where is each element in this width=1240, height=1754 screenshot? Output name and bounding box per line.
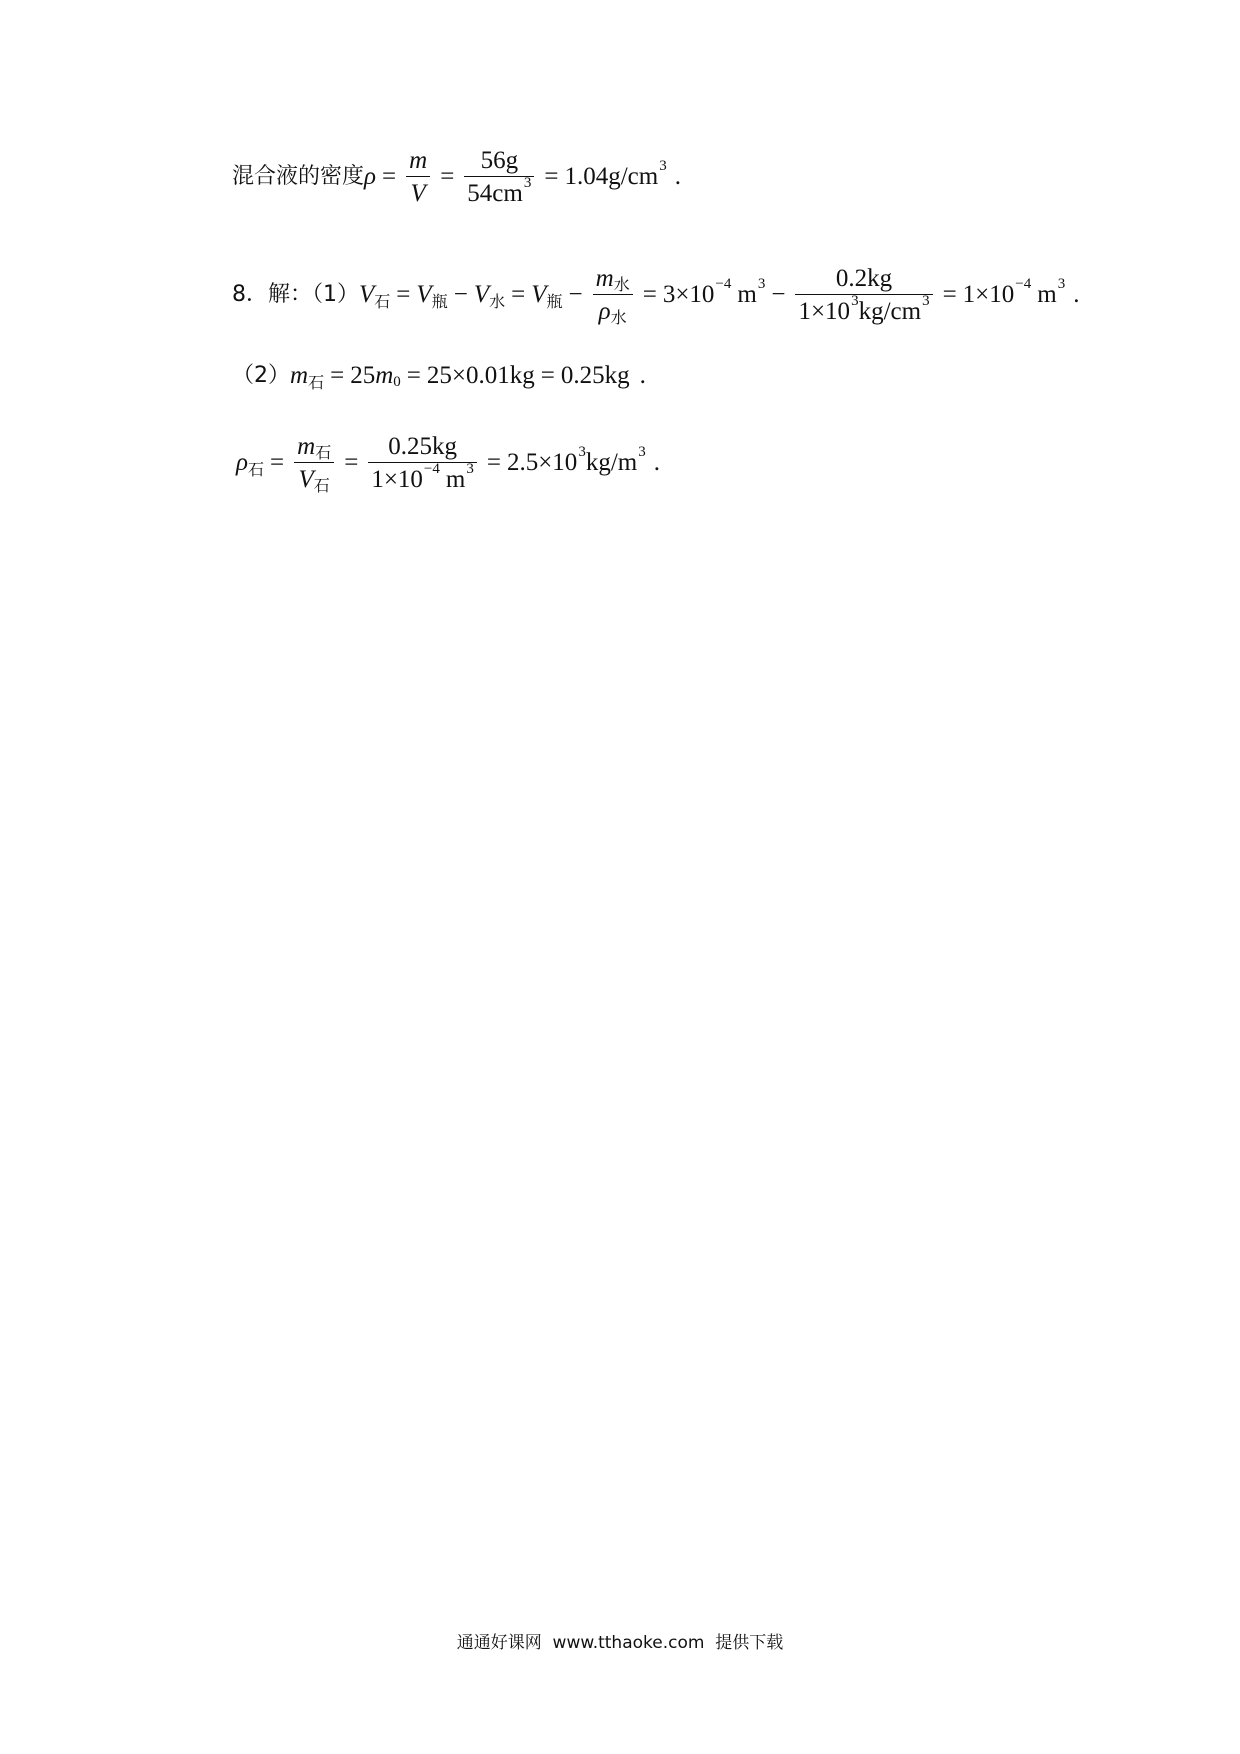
equals-sign: = xyxy=(344,449,359,476)
mass-symbol: m xyxy=(290,362,309,389)
fraction-mass-over-density xyxy=(593,262,633,327)
equals-sign: = xyxy=(942,281,957,308)
fraction-numerator-group xyxy=(593,262,633,294)
minus-sign: − xyxy=(568,281,583,308)
equals-sign: = xyxy=(486,449,501,476)
equation-label: 混合液的密度 xyxy=(232,163,365,189)
subscript: 石 xyxy=(308,372,325,392)
mass-symbol: m xyxy=(297,432,316,460)
equals-sign: = xyxy=(440,163,455,190)
fraction-numerator-group xyxy=(294,430,334,462)
exponent: 3 xyxy=(851,292,859,309)
equation-stone-volume xyxy=(232,262,1079,327)
equals-sign: = xyxy=(406,362,421,389)
period: . xyxy=(653,449,660,476)
equals-sign: = xyxy=(270,449,285,476)
equals-sign: = xyxy=(396,281,411,308)
equals-sign: = xyxy=(511,281,526,308)
period: . xyxy=(674,163,681,190)
volume-symbol: V xyxy=(416,281,432,308)
unit: m xyxy=(1037,281,1057,308)
page-footer: 通通好课网 www.tthaoke.com 提供下载 xyxy=(456,1633,784,1653)
exponent: 3 xyxy=(523,174,532,191)
result-unit: kg/m xyxy=(585,449,638,476)
subscript: 水 xyxy=(613,275,630,294)
period: . xyxy=(639,362,646,389)
problem-label: 8．解：（1） xyxy=(232,281,359,307)
exponent: 3 xyxy=(578,444,586,460)
volume-symbol: V xyxy=(473,281,490,308)
fraction-denominator-group xyxy=(368,460,477,495)
equals-sign: = xyxy=(330,362,345,389)
equals-sign: = xyxy=(540,362,555,389)
exponent: 3 xyxy=(757,276,766,292)
equation-stone-density xyxy=(236,430,660,495)
subscript: 0 xyxy=(393,374,401,390)
denominator-value: 1×10 xyxy=(798,297,851,325)
fraction-numerator: 0.2kg xyxy=(835,264,893,292)
fraction-numerator: 56g xyxy=(480,146,519,174)
denominator-unit: kg/cm xyxy=(858,297,922,325)
fraction-denominator-group xyxy=(464,174,534,209)
fraction-denominator: V xyxy=(410,179,426,207)
rho-symbol: ρ xyxy=(598,297,611,325)
result-value: 2.5×10 xyxy=(506,449,578,476)
exponent: 3 xyxy=(638,444,646,460)
mass-symbol: m xyxy=(595,264,614,292)
equation-mixed-density xyxy=(232,144,681,209)
result-value: 0.25kg xyxy=(560,362,630,389)
exponent: −4 xyxy=(423,460,440,477)
denominator-value: 1×10 xyxy=(371,465,423,493)
period: . xyxy=(1073,281,1080,308)
exponent: 3 xyxy=(1057,276,1066,292)
result-value: 1.04g/cm xyxy=(564,163,659,190)
expression: 25×0.01kg xyxy=(426,362,535,389)
subscript: 石 xyxy=(374,291,391,311)
result-value: 1×10 xyxy=(962,281,1015,308)
fraction-denominator-group xyxy=(296,463,333,495)
denominator-value: 54cm xyxy=(467,179,523,207)
fraction-values xyxy=(368,430,477,495)
mass-symbol: m xyxy=(375,362,394,389)
value: 3×10 xyxy=(662,281,715,308)
equals-sign: = xyxy=(544,163,559,190)
subscript: 石 xyxy=(313,476,330,495)
subscript: 石 xyxy=(315,443,332,462)
coefficient: 25 xyxy=(350,362,376,389)
minus-sign: − xyxy=(453,281,468,308)
fraction-water-mass-density xyxy=(795,262,932,327)
denominator-unit: m xyxy=(445,465,466,493)
subscript: 水 xyxy=(610,308,627,327)
fraction-denominator-group xyxy=(795,292,932,327)
subscript: 石 xyxy=(248,459,265,479)
fraction-denominator-group xyxy=(596,295,630,327)
unit: m xyxy=(737,281,757,308)
exponent: −4 xyxy=(1015,276,1032,292)
rho-symbol: ρ xyxy=(364,163,377,190)
rho-symbol: ρ xyxy=(236,449,248,476)
equals-sign: = xyxy=(642,281,657,308)
subscript: 瓶 xyxy=(431,291,448,311)
exponent: −4 xyxy=(715,276,732,292)
volume-symbol: V xyxy=(531,281,547,308)
exponent: 3 xyxy=(659,158,667,174)
exponent: 3 xyxy=(466,460,474,477)
fraction-m-over-v xyxy=(406,144,430,209)
fraction-values xyxy=(464,144,534,209)
part-label: （2） xyxy=(232,362,290,388)
volume-symbol: V xyxy=(359,281,375,308)
minus-sign: − xyxy=(771,281,786,308)
fraction-numerator: 0.25kg xyxy=(388,432,457,460)
exponent: 3 xyxy=(922,292,930,309)
volume-symbol: V xyxy=(298,465,314,493)
fraction-numerator: m xyxy=(409,146,428,174)
equals-sign: = xyxy=(382,163,397,190)
subscript: 水 xyxy=(489,291,506,311)
fraction-mass-over-volume xyxy=(294,430,334,495)
subscript: 瓶 xyxy=(546,291,563,311)
equation-stone-mass xyxy=(232,362,646,392)
